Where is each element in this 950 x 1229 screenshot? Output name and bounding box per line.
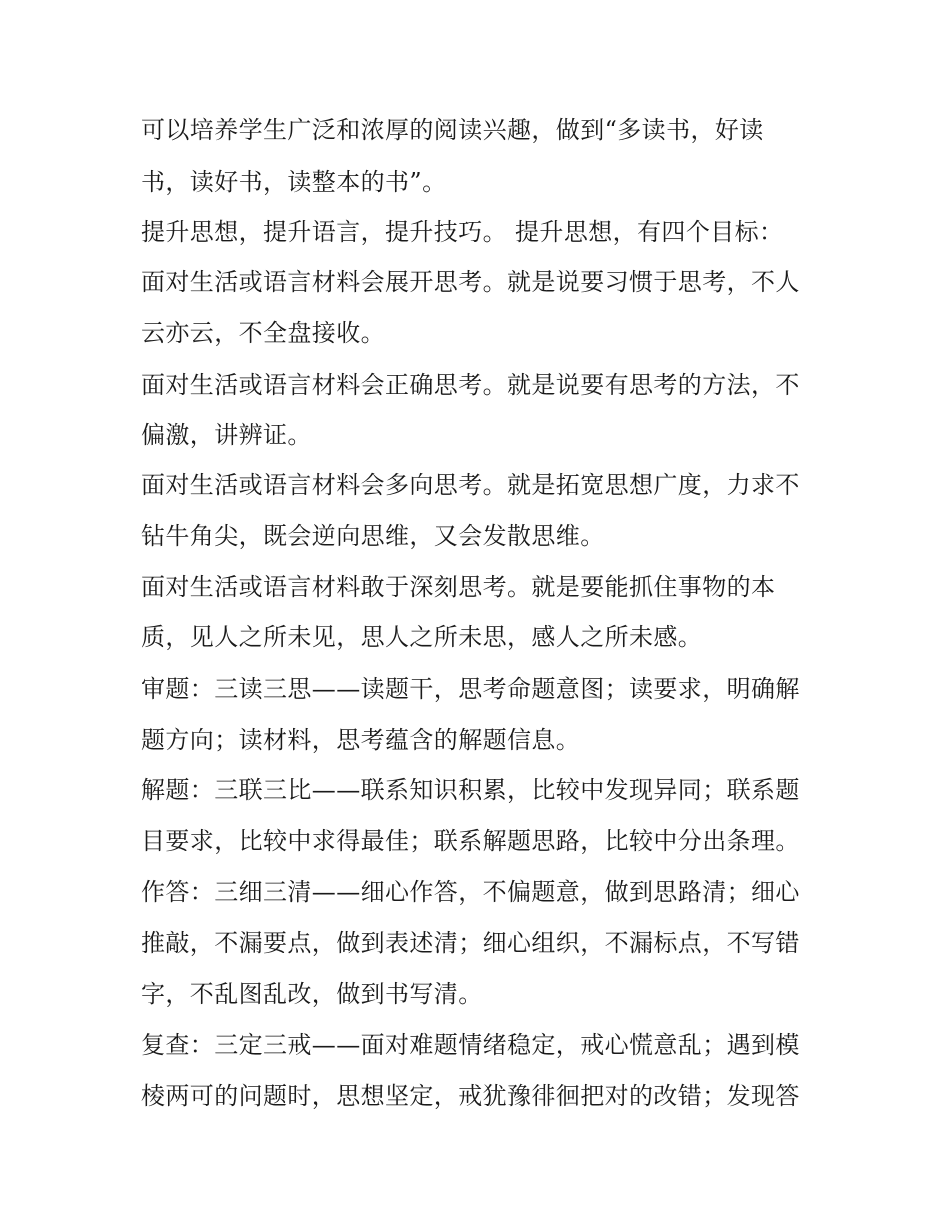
text-line: 作答：三细三清——细心作答，不偏题意，做到思路清；细心 [141,878,800,906]
text-line: 推敲，不漏要点，做到表述清；细心组织，不漏标点，不写错 [141,929,800,957]
text-line: 面对生活或语言材料会展开思考。就是说要习惯于思考，不人 [141,268,800,296]
text-line: 面对生活或语言材料敢于深刻思考。就是要能抓住事物的本 [141,573,776,601]
text-line: 质，见人之所未见，思人之所未思，感人之所未感。 [141,623,703,651]
text-line: 解题：三联三比——联系知识积累，比较中发现异同；联系题 [141,776,800,804]
text-line: 云亦云，不全盘接收。 [141,319,385,347]
text-line: 可以培养学生广泛和浓厚的阅读兴趣，做到“多读书，好读 [141,116,764,144]
text-line: 审题：三读三思——读题干，思考命题意图；读要求，明确解 [141,675,800,703]
text-line: 棱两可的问题时，思想坚定，戒犹豫徘徊把对的改错；发现答 [141,1082,800,1110]
text-line: 书，读好书，读整本的书”。 [141,168,447,196]
text-line: 复查：三定三戒——面对难题情绪稳定，戒心慌意乱；遇到模 [141,1031,800,1059]
text-line: 面对生活或语言材料会多向思考。就是拓宽思想广度，力求不 [141,471,800,499]
text-line: 字，不乱图乱改，做到书写清。 [141,980,483,1008]
text-line: 题方向；读材料，思考蕴含的解题信息。 [141,726,581,754]
text-line: 偏激，讲辨证。 [141,421,312,449]
text-line: 钻牛角尖，既会逆向思维，又会发散思维。 [141,522,605,550]
text-line: 面对生活或语言材料会正确思考。就是说要有思考的方法，不 [141,371,800,399]
text-line: 提升思想，提升语言，提升技巧。 提升思想，有四个目标： [141,218,784,246]
text-line: 目要求，比较中求得最佳；联系解题思路，比较中分出条理。 [141,827,800,855]
